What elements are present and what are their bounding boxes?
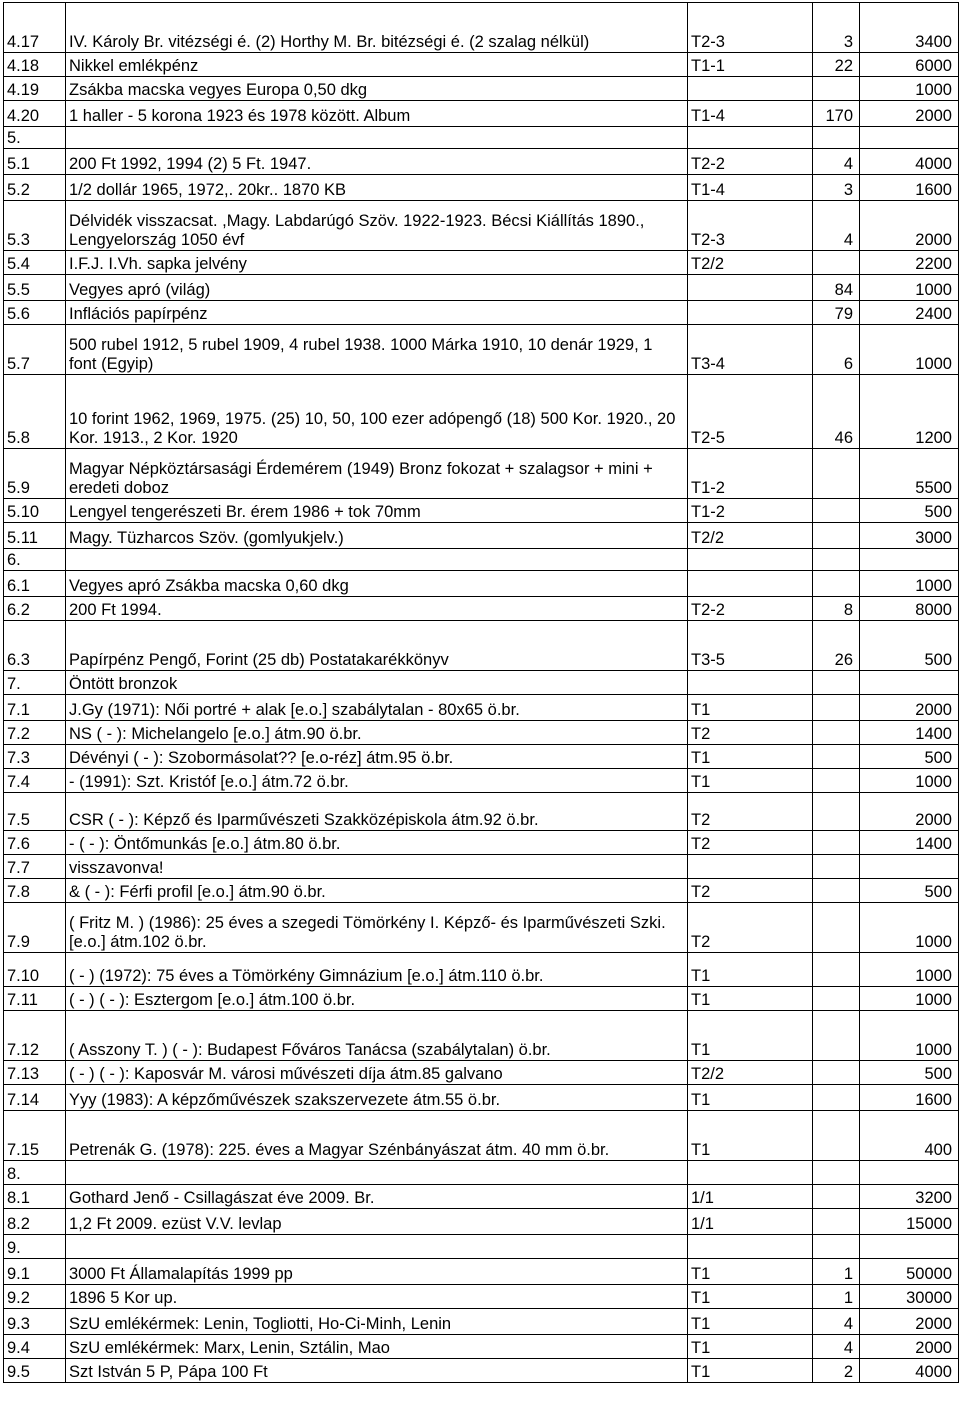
- table-row: [4, 987, 959, 1011]
- lot-grade-cell: T2: [688, 831, 813, 855]
- lot-quantity-cell: 170: [813, 101, 860, 127]
- lot-quantity-cell: [813, 251, 860, 275]
- table-row: [4, 1309, 959, 1335]
- lot-quantity-cell: 4: [813, 201, 860, 251]
- lot-number-cell: 5.3: [4, 201, 66, 251]
- lot-number-cell: 5.4: [4, 251, 66, 275]
- lot-number-cell: 7.5: [4, 793, 66, 831]
- lot-quantity-cell: [813, 879, 860, 903]
- lot-description-cell: 1,2 Ft 2009. ezüst V.V. levlap: [66, 1209, 688, 1235]
- table-row: [4, 3, 959, 53]
- lot-description-cell: Dévényi ( - ): Szobormásolat?? [e.o-réz] átm.95 ö.br.: [66, 745, 688, 769]
- lot-grade-cell: 1/1: [688, 1209, 813, 1235]
- lot-description-cell: [66, 549, 688, 571]
- table-row: [4, 671, 959, 695]
- lot-description-cell: Szt István 5 P, Pápa 100 Ft: [66, 1359, 688, 1383]
- lot-number-cell: 5.10: [4, 499, 66, 523]
- lot-quantity-cell: [813, 571, 860, 597]
- table-row: [4, 1209, 959, 1235]
- lot-number-cell: 7.9: [4, 903, 66, 953]
- lot-price-cell: 4000: [860, 1359, 959, 1383]
- lot-quantity-cell: [813, 903, 860, 953]
- lot-price-cell: 3000: [860, 523, 959, 549]
- lot-quantity-cell: [813, 1011, 860, 1061]
- lot-grade-cell: [688, 855, 813, 879]
- table-row: [4, 77, 959, 101]
- lot-price-cell: 400: [860, 1111, 959, 1161]
- lot-number-cell: 7.3: [4, 745, 66, 769]
- table-row: [4, 1011, 959, 1061]
- lot-grade-cell: T2-5: [688, 375, 813, 449]
- lot-grade-cell: T1: [688, 1111, 813, 1161]
- lot-quantity-cell: 84: [813, 275, 860, 301]
- lot-price-cell: 1000: [860, 769, 959, 793]
- lot-price-cell: 500: [860, 499, 959, 523]
- table-row: [4, 903, 959, 953]
- table-row: [4, 793, 959, 831]
- table-row: [4, 175, 959, 201]
- lot-quantity-cell: 3: [813, 175, 860, 201]
- lot-quantity-cell: [813, 695, 860, 721]
- lot-description-cell: ( - ) ( - ): Esztergom [e.o.] átm.100 ö.br.: [66, 987, 688, 1011]
- lot-price-cell: 2000: [860, 695, 959, 721]
- table-row: [4, 127, 959, 149]
- lot-grade-cell: T2/2: [688, 523, 813, 549]
- lot-description-cell: I.F.J. I.Vh. sapka jelvény: [66, 251, 688, 275]
- lot-price-cell: 500: [860, 1061, 959, 1085]
- lot-number-cell: 7.14: [4, 1085, 66, 1111]
- lot-grade-cell: T3-4: [688, 325, 813, 375]
- lot-description-cell: CSR ( - ): Képző és Iparművészeti Szakközépiskola átm.92 ö.br.: [66, 793, 688, 831]
- lot-quantity-cell: 6: [813, 325, 860, 375]
- lot-quantity-cell: 46: [813, 375, 860, 449]
- lot-price-cell: 1400: [860, 721, 959, 745]
- lot-quantity-cell: [813, 987, 860, 1011]
- lot-grade-cell: T1-4: [688, 175, 813, 201]
- table-row: [4, 549, 959, 571]
- table-row: [4, 149, 959, 175]
- lot-description-cell: 200 Ft 1992, 1994 (2) 5 Ft. 1947.: [66, 149, 688, 175]
- lot-description-cell: - ( - ): Öntőmunkás [e.o.] átm.80 ö.br.: [66, 831, 688, 855]
- table-row: [4, 1359, 959, 1383]
- lot-quantity-cell: [813, 671, 860, 695]
- lot-description-cell: [66, 1161, 688, 1185]
- table-row: [4, 571, 959, 597]
- lot-description-cell: Zsákba macska vegyes Europa 0,50 dkg: [66, 77, 688, 101]
- lot-quantity-cell: [813, 855, 860, 879]
- lot-number-cell: 6.3: [4, 621, 66, 671]
- lot-grade-cell: T1: [688, 987, 813, 1011]
- table-row: [4, 201, 959, 251]
- lot-grade-cell: T1: [688, 1285, 813, 1309]
- lot-description-cell: Lengyel tengerészeti Br. érem 1986 + tok 70mm: [66, 499, 688, 523]
- lot-quantity-cell: 4: [813, 1309, 860, 1335]
- table-row: [4, 621, 959, 671]
- lot-description-cell: 3000 Ft Államalapítás 1999 pp: [66, 1259, 688, 1285]
- lot-table-body: [4, 3, 959, 1383]
- lot-number-cell: 5.9: [4, 449, 66, 499]
- lot-grade-cell: T1-2: [688, 449, 813, 499]
- lot-price-cell: [860, 1161, 959, 1185]
- lot-quantity-cell: [813, 1111, 860, 1161]
- lot-quantity-cell: [813, 1161, 860, 1185]
- table-row: [4, 101, 959, 127]
- lot-number-cell: 5.: [4, 127, 66, 149]
- lot-quantity-cell: 4: [813, 1335, 860, 1359]
- lot-description-cell: Papírpénz Pengő, Forint (25 db) Postatakarékkönyv: [66, 621, 688, 671]
- lot-grade-cell: [688, 301, 813, 325]
- lot-grade-cell: T1-4: [688, 101, 813, 127]
- lot-number-cell: 8.: [4, 1161, 66, 1185]
- lot-description-cell: visszavonva!: [66, 855, 688, 879]
- lot-description-cell: Yyy (1983): A képzőművészek szakszervezete átm.55 ö.br.: [66, 1085, 688, 1111]
- lot-grade-cell: [688, 549, 813, 571]
- lot-grade-cell: [688, 1161, 813, 1185]
- lot-grade-cell: T2-2: [688, 149, 813, 175]
- lot-price-cell: 30000: [860, 1285, 959, 1309]
- lot-grade-cell: T1: [688, 1309, 813, 1335]
- lot-quantity-cell: [813, 1235, 860, 1259]
- lot-price-cell: 15000: [860, 1209, 959, 1235]
- lot-number-cell: 4.20: [4, 101, 66, 127]
- table-row: [4, 879, 959, 903]
- lot-quantity-cell: [813, 745, 860, 769]
- lot-quantity-cell: 1: [813, 1285, 860, 1309]
- lot-price-cell: 3200: [860, 1185, 959, 1209]
- lot-price-cell: [860, 855, 959, 879]
- lot-grade-cell: T2/2: [688, 251, 813, 275]
- lot-price-cell: [860, 549, 959, 571]
- lot-quantity-cell: 2: [813, 1359, 860, 1383]
- lot-number-cell: 4.17: [4, 3, 66, 53]
- lot-description-cell: ( - ) (1972): 75 éves a Tömörkény Gimnázium [e.o.] átm.110 ö.br.: [66, 953, 688, 987]
- lot-description-cell: Délvidék visszacsat. ,Magy. Labdarúgó Szöv. 1922-1923. Bécsi Kiállítás 1890., Lengyelország 1050 évf: [66, 201, 688, 251]
- lot-description-cell: 1896 5 Kor up.: [66, 1285, 688, 1309]
- lot-quantity-cell: [813, 793, 860, 831]
- lot-grade-cell: [688, 671, 813, 695]
- lot-number-cell: 7.2: [4, 721, 66, 745]
- lot-price-cell: 500: [860, 879, 959, 903]
- table-row: [4, 721, 959, 745]
- lot-number-cell: 7.1: [4, 695, 66, 721]
- lot-description-cell: SzU emlékérmek: Lenin, Togliotti, Ho-Ci-Minh, Lenin: [66, 1309, 688, 1335]
- lot-price-cell: 2000: [860, 1335, 959, 1359]
- lot-price-cell: 1600: [860, 175, 959, 201]
- lot-quantity-cell: 8: [813, 597, 860, 621]
- lot-price-cell: 2200: [860, 251, 959, 275]
- lot-price-cell: 500: [860, 621, 959, 671]
- lot-description-cell: 200 Ft 1994.: [66, 597, 688, 621]
- lot-price-cell: 1400: [860, 831, 959, 855]
- lot-price-cell: 1000: [860, 987, 959, 1011]
- table-row: [4, 1085, 959, 1111]
- table-row: [4, 1161, 959, 1185]
- lot-description-cell: 1 haller - 5 korona 1923 és 1978 között. Album: [66, 101, 688, 127]
- lot-price-cell: 2400: [860, 301, 959, 325]
- lot-grade-cell: T1: [688, 953, 813, 987]
- table-row: [4, 769, 959, 793]
- lot-description-cell: Magy. Tüzharcos Szöv. (gomlyukjelv.): [66, 523, 688, 549]
- lot-grade-cell: T1: [688, 695, 813, 721]
- lot-price-cell: 3400: [860, 3, 959, 53]
- lot-number-cell: 9.4: [4, 1335, 66, 1359]
- lot-number-cell: 8.1: [4, 1185, 66, 1209]
- lot-grade-cell: [688, 275, 813, 301]
- table-row: [4, 597, 959, 621]
- lot-price-cell: [860, 127, 959, 149]
- lot-description-cell: - (1991): Szt. Kristóf [e.o.] átm.72 ö.br.: [66, 769, 688, 793]
- table-row: [4, 1285, 959, 1309]
- lot-description-cell: J.Gy (1971): Női portré + alak [e.o.] szabálytalan - 80x65 ö.br.: [66, 695, 688, 721]
- lot-price-cell: 500: [860, 745, 959, 769]
- lot-grade-cell: T2: [688, 879, 813, 903]
- lot-description-cell: Vegyes apró Zsákba macska 0,60 dkg: [66, 571, 688, 597]
- lot-grade-cell: T2: [688, 903, 813, 953]
- lot-grade-cell: T2/2: [688, 1061, 813, 1085]
- lot-quantity-cell: [813, 523, 860, 549]
- lot-price-cell: 1000: [860, 77, 959, 101]
- lot-quantity-cell: [813, 499, 860, 523]
- lot-quantity-cell: 4: [813, 149, 860, 175]
- lot-grade-cell: T1-2: [688, 499, 813, 523]
- lot-grade-cell: T2-3: [688, 3, 813, 53]
- lot-quantity-cell: [813, 449, 860, 499]
- lot-number-cell: 9.2: [4, 1285, 66, 1309]
- lot-grade-cell: 1/1: [688, 1185, 813, 1209]
- table-row: [4, 1185, 959, 1209]
- lot-grade-cell: [688, 77, 813, 101]
- table-row: [4, 855, 959, 879]
- table-row: [4, 449, 959, 499]
- lot-price-cell: 1600: [860, 1085, 959, 1111]
- table-row: [4, 275, 959, 301]
- lot-quantity-cell: [813, 1209, 860, 1235]
- lot-grade-cell: T1: [688, 745, 813, 769]
- lot-number-cell: 5.2: [4, 175, 66, 201]
- lot-quantity-cell: [813, 769, 860, 793]
- table-row: [4, 831, 959, 855]
- lot-description-cell: Vegyes apró (világ): [66, 275, 688, 301]
- lot-number-cell: 5.6: [4, 301, 66, 325]
- lot-quantity-cell: [813, 127, 860, 149]
- lot-number-cell: 7.13: [4, 1061, 66, 1085]
- lot-grade-cell: T1: [688, 1359, 813, 1383]
- lot-price-cell: 1000: [860, 325, 959, 375]
- lot-description-cell: IV. Károly Br. vitézségi é. (2) Horthy M. Br. bitézségi é. (2 szalag nélkül): [66, 3, 688, 53]
- lot-number-cell: 7.12: [4, 1011, 66, 1061]
- lot-price-cell: 5500: [860, 449, 959, 499]
- table-row: [4, 1335, 959, 1359]
- lot-grade-cell: T2-3: [688, 201, 813, 251]
- lot-number-cell: 9.1: [4, 1259, 66, 1285]
- table-row: [4, 1259, 959, 1285]
- table-row: [4, 1111, 959, 1161]
- table-row: [4, 325, 959, 375]
- lot-price-cell: 6000: [860, 53, 959, 77]
- table-row: [4, 695, 959, 721]
- table-row: [4, 301, 959, 325]
- lot-description-cell: Gothard Jenő - Csillagászat éve 2009. Br.: [66, 1185, 688, 1209]
- lot-price-cell: [860, 1235, 959, 1259]
- lot-price-cell: 4000: [860, 149, 959, 175]
- lot-quantity-cell: 22: [813, 53, 860, 77]
- lot-number-cell: 5.7: [4, 325, 66, 375]
- lot-number-cell: 7.4: [4, 769, 66, 793]
- lot-grade-cell: T1: [688, 1335, 813, 1359]
- lot-price-cell: [860, 671, 959, 695]
- lot-quantity-cell: [813, 549, 860, 571]
- lot-grade-cell: T1: [688, 1259, 813, 1285]
- lot-quantity-cell: [813, 77, 860, 101]
- table-row: [4, 523, 959, 549]
- lot-price-cell: 2000: [860, 101, 959, 127]
- lot-number-cell: 7.7: [4, 855, 66, 879]
- lot-quantity-cell: [813, 721, 860, 745]
- lot-quantity-cell: [813, 1085, 860, 1111]
- lot-description-cell: Inflációs papírpénz: [66, 301, 688, 325]
- lot-grade-cell: T1: [688, 1011, 813, 1061]
- auction-lot-table: [3, 2, 959, 1383]
- table-row: [4, 251, 959, 275]
- lot-number-cell: 6.2: [4, 597, 66, 621]
- lot-description-cell: ( Asszony T. ) ( - ): Budapest Főváros Tanácsa (szabálytalan) ö.br.: [66, 1011, 688, 1061]
- lot-grade-cell: T2: [688, 793, 813, 831]
- lot-quantity-cell: 79: [813, 301, 860, 325]
- lot-number-cell: 6.: [4, 549, 66, 571]
- lot-grade-cell: [688, 1235, 813, 1259]
- lot-quantity-cell: [813, 1061, 860, 1085]
- lot-number-cell: 4.19: [4, 77, 66, 101]
- lot-grade-cell: T2: [688, 721, 813, 745]
- lot-number-cell: 5.5: [4, 275, 66, 301]
- table-row: [4, 745, 959, 769]
- lot-description-cell: [66, 1235, 688, 1259]
- lot-description-cell: Magyar Népköztársasági Érdemérem (1949) Bronz fokozat + szalagsor + mini + eredeti doboz: [66, 449, 688, 499]
- lot-number-cell: 5.1: [4, 149, 66, 175]
- lot-description-cell: Nikkel emlékpénz: [66, 53, 688, 77]
- lot-number-cell: 7.6: [4, 831, 66, 855]
- lot-grade-cell: T3-5: [688, 621, 813, 671]
- lot-description-cell: 1/2 dollár 1965, 1972,. 20kr.. 1870 KB: [66, 175, 688, 201]
- lot-price-cell: 1000: [860, 571, 959, 597]
- lot-price-cell: 1000: [860, 1011, 959, 1061]
- table-row: [4, 375, 959, 449]
- lot-number-cell: 5.11: [4, 523, 66, 549]
- lot-description-cell: NS ( - ): Michelangelo [e.o.] átm.90 ö.br.: [66, 721, 688, 745]
- lot-price-cell: 1000: [860, 903, 959, 953]
- lot-number-cell: 7.: [4, 671, 66, 695]
- lot-description-cell: ( Fritz M. ) (1986): 25 éves a szegedi Tömörkény I. Képző- és Iparművészeti Szki. [e.o.] átm.102 ö.br.: [66, 903, 688, 953]
- lot-description-cell: ( - ) ( - ): Kaposvár M. városi művészeti díja átm.85 galvano: [66, 1061, 688, 1085]
- lot-number-cell: 9.5: [4, 1359, 66, 1383]
- lot-price-cell: 1200: [860, 375, 959, 449]
- table-row: [4, 953, 959, 987]
- table-row: [4, 1061, 959, 1085]
- lot-description-cell: & ( - ): Férfi profil [e.o.] átm.90 ö.br.: [66, 879, 688, 903]
- lot-quantity-cell: 1: [813, 1259, 860, 1285]
- lot-number-cell: 4.18: [4, 53, 66, 77]
- lot-grade-cell: T2-2: [688, 597, 813, 621]
- lot-number-cell: 7.11: [4, 987, 66, 1011]
- lot-number-cell: 9.3: [4, 1309, 66, 1335]
- lot-price-cell: 2000: [860, 1309, 959, 1335]
- lot-quantity-cell: [813, 953, 860, 987]
- lot-number-cell: 7.10: [4, 953, 66, 987]
- lot-description-cell: Petrenák G. (1978): 225. éves a Magyar Szénbányászat átm. 40 mm ö.br.: [66, 1111, 688, 1161]
- lot-description-cell: SzU emlékérmek: Marx, Lenin, Sztálin, Mao: [66, 1335, 688, 1359]
- lot-quantity-cell: 26: [813, 621, 860, 671]
- lot-grade-cell: T1: [688, 769, 813, 793]
- lot-number-cell: 5.8: [4, 375, 66, 449]
- lot-grade-cell: [688, 571, 813, 597]
- lot-grade-cell: T1: [688, 1085, 813, 1111]
- lot-grade-cell: T1-1: [688, 53, 813, 77]
- lot-description-cell: [66, 127, 688, 149]
- table-row: [4, 499, 959, 523]
- lot-price-cell: 2000: [860, 793, 959, 831]
- lot-number-cell: 7.8: [4, 879, 66, 903]
- lot-description-cell: 500 rubel 1912, 5 rubel 1909, 4 rubel 1938. 1000 Márka 1910, 10 denár 1929, 1 font (Egyip): [66, 325, 688, 375]
- table-row: [4, 1235, 959, 1259]
- lot-number-cell: 9.: [4, 1235, 66, 1259]
- lot-quantity-cell: [813, 1185, 860, 1209]
- lot-description-cell: 10 forint 1962, 1969, 1975. (25) 10, 50, 100 ezer adópengő (18) 500 Kor. 1920., 20 Kor. 1913., 2 Kor. 1920: [66, 375, 688, 449]
- lot-price-cell: 8000: [860, 597, 959, 621]
- lot-grade-cell: [688, 127, 813, 149]
- lot-price-cell: 2000: [860, 201, 959, 251]
- lot-price-cell: 50000: [860, 1259, 959, 1285]
- lot-number-cell: 6.1: [4, 571, 66, 597]
- lot-price-cell: 1000: [860, 953, 959, 987]
- lot-number-cell: 7.15: [4, 1111, 66, 1161]
- table-row: [4, 53, 959, 77]
- lot-price-cell: 1000: [860, 275, 959, 301]
- lot-quantity-cell: 3: [813, 3, 860, 53]
- lot-number-cell: 8.2: [4, 1209, 66, 1235]
- lot-quantity-cell: [813, 831, 860, 855]
- lot-description-cell: Öntött bronzok: [66, 671, 688, 695]
